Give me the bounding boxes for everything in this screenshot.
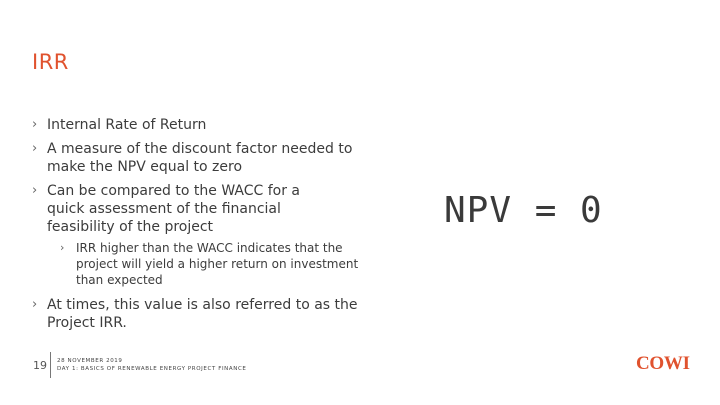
cowi-logo: COWI	[636, 353, 690, 374]
footer-course-title: DAY 1: BASICS OF RENEWABLE ENERGY PROJECT FINANCE	[57, 366, 247, 372]
bullet-item	[32, 116, 362, 134]
bullet-item	[32, 182, 362, 236]
chevron-right-icon: ›	[32, 117, 38, 132]
npv-formula: NPV = 0	[444, 190, 603, 231]
bullet-text: Can be compared to the WACC for a quick assessment of the financial feasibility of the project	[47, 183, 301, 235]
bullet-text: Internal Rate of Return	[47, 117, 207, 133]
page-number: 19	[33, 359, 47, 372]
bullet-item	[32, 296, 362, 332]
bullet-list	[32, 116, 362, 332]
bullet-item	[32, 140, 362, 176]
chevron-right-icon: ›	[32, 297, 38, 312]
chevron-right-icon: ›	[60, 241, 65, 254]
slide-title: IRR	[32, 50, 69, 74]
footer-date: 28 NOVEMBER 2019	[57, 358, 123, 364]
sub-bullet-text: IRR higher than the WACC indicates that the project will yield a higher return on investment than expected	[76, 241, 359, 287]
sub-bullet-item	[32, 240, 362, 288]
chevron-right-icon: ›	[32, 141, 38, 156]
bullet-text: At times, this value is also referred to as the Project IRR.	[47, 297, 358, 331]
chevron-right-icon: ›	[32, 183, 38, 198]
bullet-text: A measure of the discount factor needed to make the NPV equal to zero	[47, 141, 353, 175]
footer-divider	[50, 352, 51, 378]
